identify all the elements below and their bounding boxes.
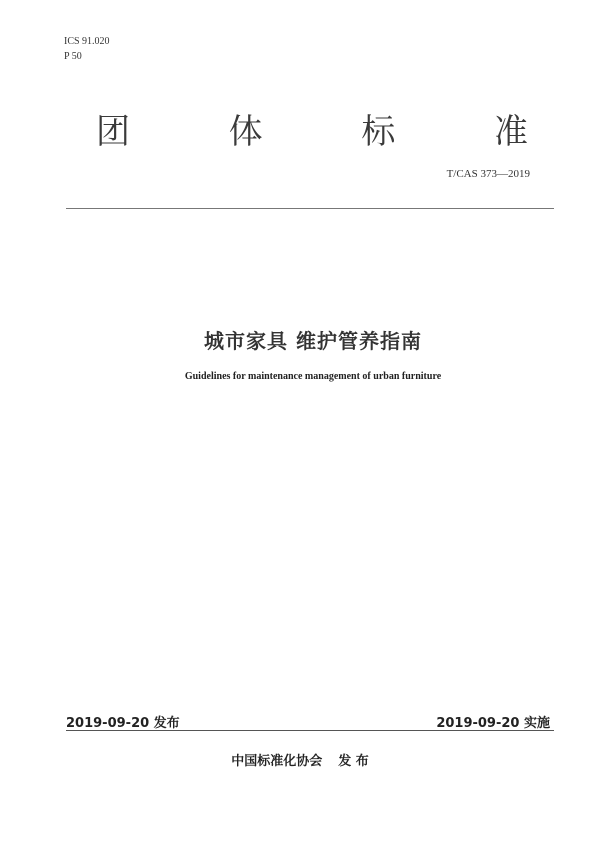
standard-type-heading <box>96 104 528 153</box>
top-divider <box>66 208 554 209</box>
publisher-action: 发 布 <box>338 754 369 769</box>
ics-code: ICS 91.020 <box>64 36 110 47</box>
title-chinese: 城市家具 维护管养指南 <box>204 329 422 353</box>
standard-type-char-1: 团 <box>96 112 130 152</box>
title-english: Guidelines for maintenance management of urban furniture <box>184 371 442 382</box>
standard-number: T/CAS 373—2019 <box>446 168 530 180</box>
standard-type-char-4: 准 <box>493 112 528 152</box>
classification-codes <box>64 34 110 64</box>
issue-date: 2019-09-20 发布 <box>66 716 180 731</box>
ccs-code: P 50 <box>64 51 82 62</box>
standard-type-char-3: 标 <box>361 112 396 152</box>
publisher-name: 中国标准化协会 <box>231 754 323 769</box>
standard-type-char-2: 体 <box>228 112 263 152</box>
bottom-divider <box>66 730 554 731</box>
implementation-date: 2019-09-20 实施 <box>436 716 550 731</box>
publisher-line <box>0 750 600 769</box>
